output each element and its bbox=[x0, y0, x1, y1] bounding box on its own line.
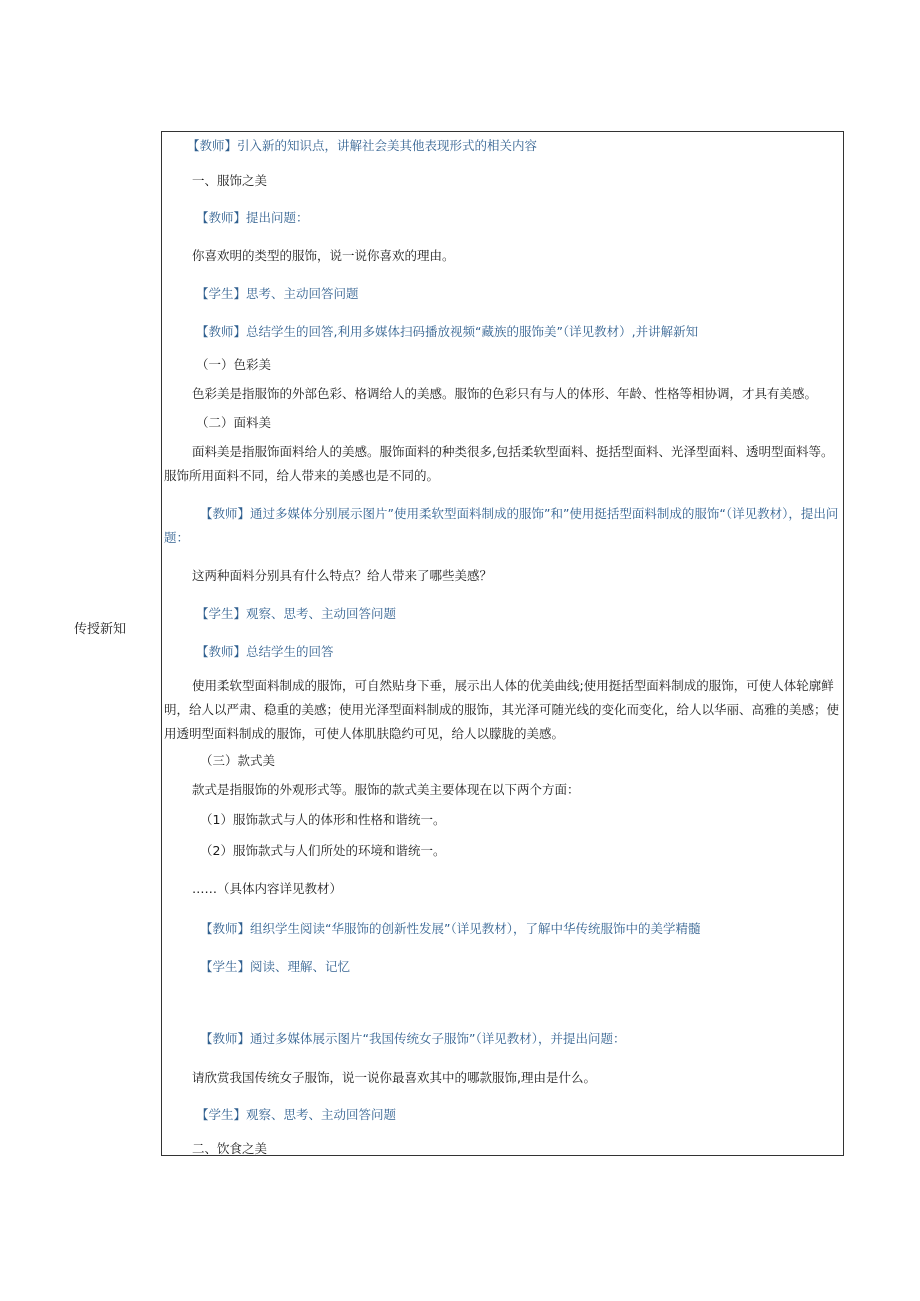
question-1: 你喜欢明的类型的服饰，说一说你喜欢的理由。 bbox=[192, 248, 455, 263]
teacher-intro: 【教师】引入新的知识点，讲解社会美其他表现形式的相关内容 bbox=[187, 138, 538, 153]
teacher-show-women-clothing: 【教师】通过多媒体展示图片“我国传统女子服饰”（详见教材），并提出问题： bbox=[200, 1031, 626, 1046]
color-beauty-text: 色彩美是指服饰的外部色彩、格调给人的美感。服饰的色彩只有与人的体形、年龄、性格等相协调，才具有美感。 bbox=[192, 386, 818, 401]
teacher-summary-video: 【教师】总结学生的回答,利用多媒体扫码播放视频“藏族的服饰美”（详见教材）,并讲解新知 bbox=[196, 324, 699, 339]
student-answer-2: 【学生】观察、思考、主动回答问题 bbox=[196, 606, 397, 621]
question-2: 这两种面料分别具有什么特点？给人带来了哪些美感？ bbox=[192, 568, 493, 583]
student-answer-1: 【学生】思考、主动回答问题 bbox=[196, 286, 359, 301]
subheading-fabric-beauty: （二）面料美 bbox=[196, 415, 272, 430]
fabric-summary-text: 使用柔软型面料制成的服饰，可自然贴身下垂，展示出人体的优美曲线;使用挺括型面料制成的服饰，可使人体轮廓鲜明，给人以严肃、稳重的美感；使用光泽型面料制成的服饰，其光泽可随光线的变化而变化，给人以华丽、高雅的美感；使用透明型面料制成的服饰，可使人体肌肤隐约可见，给人以朦胧的美感。 bbox=[164, 678, 840, 741]
heading-clothing-beauty: 一、服饰之美 bbox=[192, 173, 268, 188]
style-point-2: （2）服饰款式与人们所处的环境和谐统一。 bbox=[200, 843, 446, 858]
student-reading: 【学生】阅读、理解、记忆 bbox=[200, 959, 351, 974]
style-point-1: （1）服饰款式与人的体形和性格和谐统一。 bbox=[200, 812, 446, 827]
teacher-reading-task: 【教师】组织学生阅读“华服饰的创新性发展”（详见教材），了解中华传统服饰中的美学精髓 bbox=[200, 921, 701, 936]
heading-food-beauty: 二、饮食之美 bbox=[192, 1141, 268, 1156]
section-label: 传授新知 bbox=[74, 622, 127, 637]
subheading-style-beauty: （三）款式美 bbox=[200, 753, 276, 768]
see-textbook-note: ……（具体内容详见教材） bbox=[192, 881, 343, 896]
teacher-question-prompt: 【教师】提出问题： bbox=[196, 210, 309, 225]
teacher-show-pictures: 【教师】通过多媒体分别展示图片”使用柔软型面料制成的服饰”和”使用挺括型面料制成的服饰“（详见教材），提出问题： bbox=[164, 506, 839, 545]
student-answer-3: 【学生】观察、思考、主动回答问题 bbox=[196, 1107, 397, 1122]
style-beauty-text: 款式是指服饰的外观形式等。服饰的款式美主要体现在以下两个方面： bbox=[192, 782, 580, 797]
teacher-summary-answers: 【教师】总结学生的回答 bbox=[196, 644, 334, 659]
question-3: 请欣赏我国传统女子服饰，说一说你最喜欢其中的哪款服饰,理由是什么。 bbox=[192, 1070, 596, 1085]
fabric-beauty-text: 面料美是指服饰面料给人的美感。服饰面料的种类很多,包括柔软型面料、挺括型面料、光泽型面料、透明型面料等。服饰所用面料不同，给人带来的美感也是不同的。 bbox=[164, 444, 834, 483]
subheading-color-beauty: （一）色彩美 bbox=[196, 357, 272, 372]
